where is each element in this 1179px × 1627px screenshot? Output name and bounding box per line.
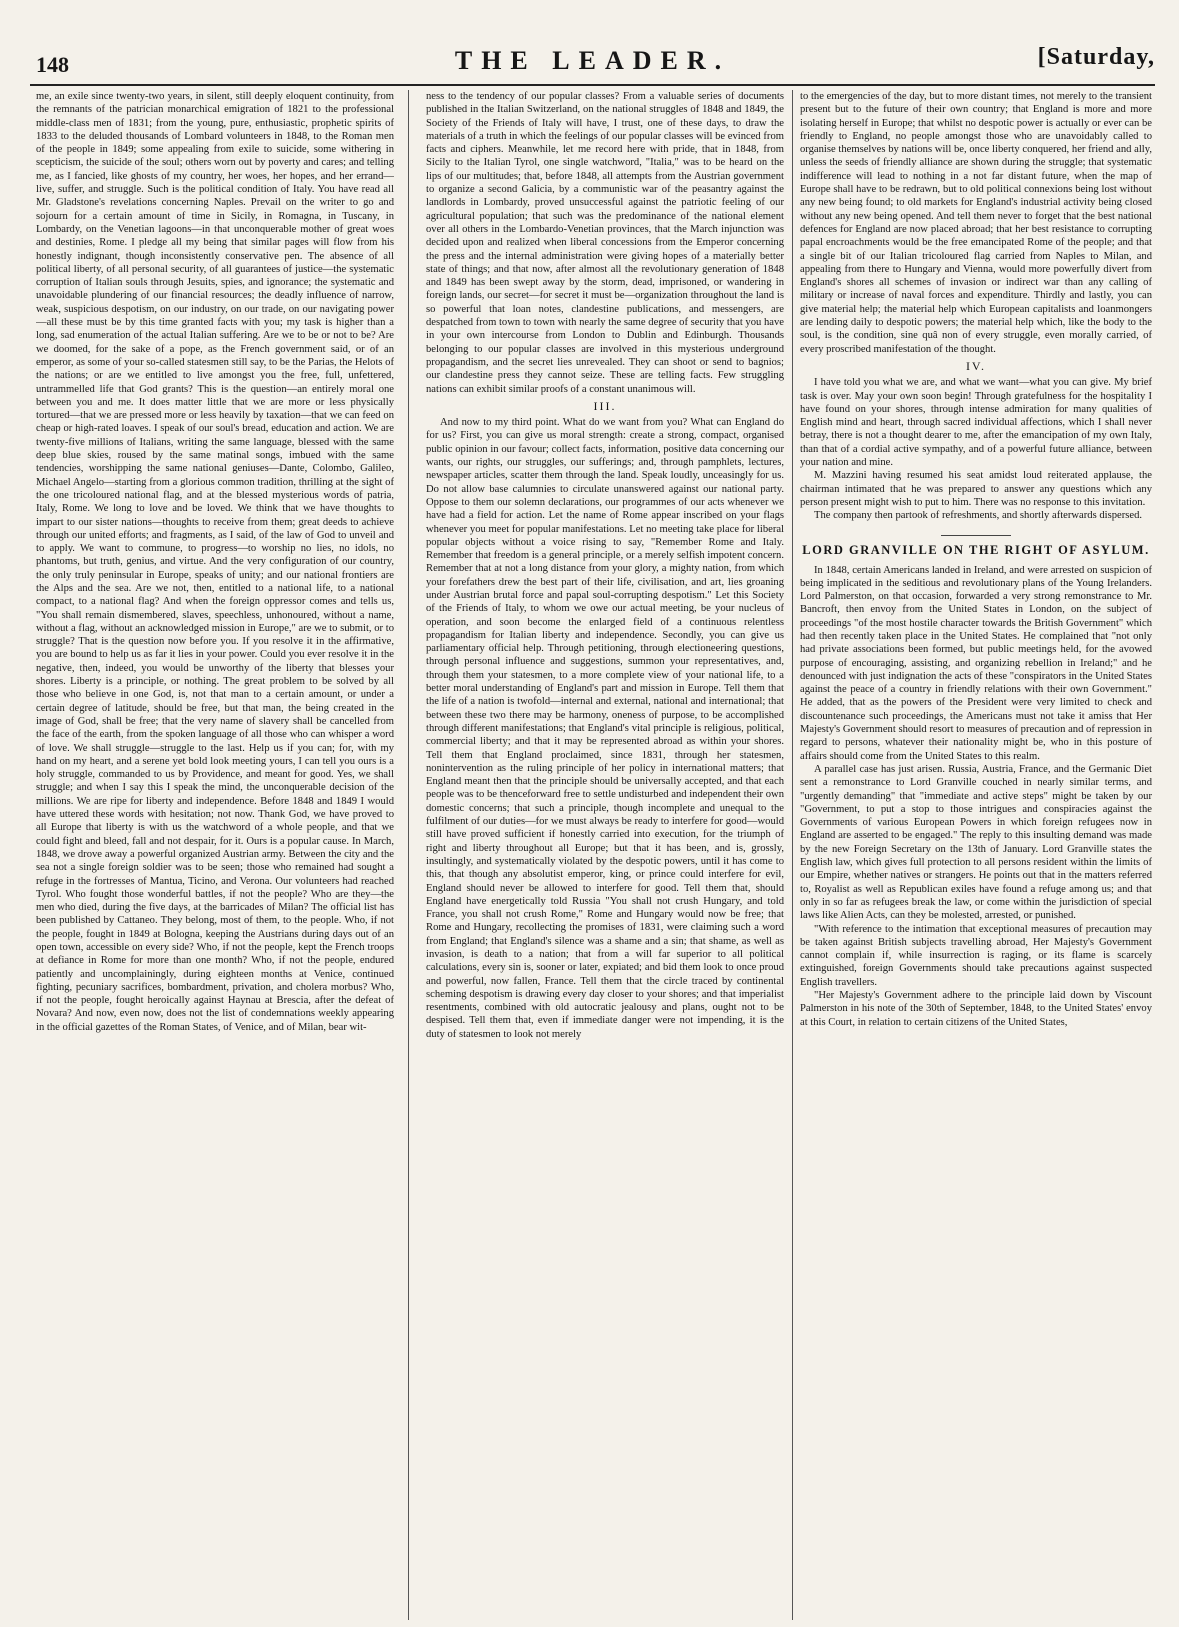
body-paragraph: ness to the tendency of our popular classes? From a valuable series of documents published in the Italian Switzerland, on the national struggles of 1848 and 1849, the Society of the Friends of Italy will have, I trust, one of these days, to draw the materials of a truth in which the feelings of our popular classes will be evinced from facts and ciphers. Meanwhile, let me record here with pride, that in 1848, from Sicily to the Italian Tyrol, one single watchword, "Italia," was to be heard on the lips of our multitudes; that, before 1848, all attempts from the Austrian government to organize a second Galicia, by a communistic war of the peasantry against the landlords in Lombardy, proved unsuccessful against the patriotic feeling of our agricultural population; that such was the predominance of the national element over all others in the Lombardo-Venetian provinces, that the March injunction was decided upon and realized when liberal concessions from the Emperor concerning the press and the internal administration were giving hopes of a materially better state of things; and that now, after almost all the revolutionary generation of 1848 and 1849 has been swept away by the storm, dead, imprisoned, or wandering in foreign lands, our secret—for secret it must be—organization throughout the land is so powerful that loan notes, clandestine publications, and messengers, are despatched from town to town with nearly the same degree of security that you have in your own intercourse from London to Dublin and Edinburgh. Thousands belonging to our popular classes are involved in this mysterious underground propagandism, and the secret lies unrevealed. They can shoot or send to bagnios; our clandestine press they cannot seize. These are telling facts. Few struggling nations can exhibit similar proofs of a constant unanimous will. — [426, 91, 784, 395]
body-paragraph: me, an exile since twenty-two years, in silent, still deeply eloquent continuity, from the remnants of the patrician monarchical emigration of 1821 to the professional middle-class men of 1831; from the young, pure, enthusiastic, prophetic spirits of 1833 to the deluded thousands of Lombard volunteers in 1848, to the Roman men of the people in 1849; some appealing from exile to suicide, some withering in scepticism, the suicide of the soul; others worn out by poverty and cares; and telling me, as I fancied, like ghosts of my country, her woes, her hopes, and her errand—live, suffer, and struggle. Such is the political condition of Italy. You have read all Mr. Gladstone's revelations concerning Naples. Prevail on the writer to go and sojourn for a certain amount of time in Sicily, in Romagna, in Tuscany, in Lombardy, on the Venetian lagoons—in that unconquerable mother of great woes and destinies, Rome. I pledge all my being that similar pages will flow from his honestly indignant, though inconsistently conservative pen. The absence of all political liberty, of all personal security, of all guarantees of justice—the systematic corruption of Italian souls through Jesuits, spies, and ignorance; the systematic and unavoidable plundering of our financial resources; the deadly influence of narrow, weak, suspicious despotism, on our industry, on our trade, on our navigating power—all these must be by this time granted facts with you; my task is higher than a long, sad enumeration of the actual Italian suffering. Are we to be or not to be? Are we doomed, for the sake of a pope, as the French government said, or of an emperor, as some of your so-called statesmen still say, to be the Parias, the Helots of the nations; or are we entitled to live amongst you the free, full, unfettered, untrammelled life that God grants? This is the question—an entirely moral one between you and me. It does matter little that we are more or less physically tortured—that we are pressed more or less heavily by taxation—that we can feed on cheap or high-rated loaves. I speak of our soul's bread, education and action. We are twenty-five millions of Italians, writing the same language, blessed with the same deep blue skies, roused by the same matinal songs, imbued with the same tendencies, worshipping the same national geniuses—Dante, Colombo, Galileo, Michael Angelo—starting from a glorious common tradition, thrilling at the sight of the one tricoloured national flag, and at the blessed mysterious words of patria, Italy, Rome. We long to love and be loved. We think that we have thoughts to impart to our sister nations—thoughts to receive from them; great deeds to achieve through our united efforts; and fragments, as I said, of the law of God to unveil and to apply. We want to commune, to progress—to worship no lies, no idols, no phantoms, but truth, genius, and virtue. And the very configuration of our country, the only truly peninsular in Europe, speaks of unity; and our national frontiers are the Alps and the sea. Are we not, then, entitled to a national life, to a national compact, to a national flag? And when the foreign oppressor comes and tells us, "You shall remain dismembered, slaves, speechless, unhonoured, without a name, without a flag, without an acknowledged mission in Europe," are we to submit, or to struggle? That is the question now before you. If you resolve it in the affirmative, you are bound to help us as far it lies in your power. Could you ever resolve it in the negative, then, indeed, you would be unworthy of the liberty that blesses your shores. Liberty is a principle, or nothing. The great problem to be solved by all those who believe in one God, is, not that man to a certain amount, or under a certain degree of latitude, should be free, but that man, the being created in the image of God, shall be free; that the very name of slavery shall be cancelled from the face of the earth, from the spoken language of all those who can whisper a word of love. We shall struggle—struggle to the last. Help us if you can; for, with my hand on my heart, and a serene yet bold look meeting yours, I can tell you ours is a holy struggle, commanded to us by Providence, and meant for good. Yes, we shall struggle; and when I say this I speak the mind, the unconquerable decision of the millions. We are ripe for liberty and independence. Before 1848 and 1849 I would have uttered these words with hesitation; not now. Thank God, we have proved to all Europe that liberty is with us the watchword of a whole people, and that we could fight and bleed, fall and not despair, for it. Ours is a popular cause. In March, 1848, we drove away a powerful organized Austrian army. Between the city and the sea not a single foreign soldier was to be seen; those who remained had sought a refuge in the fortresses of Mantua, Ticino, and Verona. Our volunteers had reached Tyrol. Who fought those wonderful battles, if not the people? Who are they—the men who died, during the five days, at the barricades of Milan? The official list has been published by Cattaneo. They belong, most of them, to the people. Who, if not the people, fought in 1849 at Bologna, keeping the Austrians during days out of an open town, accessible on every side? Who, if not the people, kept the French troops at defiance in Rome for more than one month? Who, if not the people, endured patiently and uncomplainingly, during eighteen months at Venice, continued fighting, pecuniary sacrifices, bombardment, privation, and cholera morbus? Who, if not the people, fought heroically against Haynau at Brescia, after the defeat of Novara? And now, even now, does not the list of condemnations weekly appearing in the official gazettes of the Roman States, of Venice, and of Milan, bear wit- — [36, 91, 394, 1033]
body-paragraph: "Her Majesty's Government adhere to the principle laid down by Viscount Palmerston in his note of the 30th of September, 1848, to the United States' envoy at this Court, in relation to certain citizens of the United States, — [800, 990, 1152, 1028]
newspaper-title: THE LEADER. — [454, 46, 731, 75]
column-2 — [426, 90, 784, 1620]
body-paragraph: "With reference to the intimation that exceptional measures of precaution may be taken against British subjects travelling abroad, Her Majesty's Government cannot complain if, while insurrection is raging, or its flame is scarcely extinguished, foreign Governments should take precautions against suspected English travellers. — [800, 923, 1152, 988]
article-heading-text: LORD GRANVILLE ON THE RIGHT OF ASYLUM. — [802, 542, 1150, 557]
masthead — [30, 38, 1155, 78]
page-number: 148 — [36, 52, 69, 77]
section-numeral: IV. — [965, 358, 987, 373]
section-numeral: III. — [593, 398, 617, 413]
body-paragraph: And now to my third point. What do we want from you? What can England do for us? First, you can give us moral strength: create a strong, compact, organised public opinion in our favour; collect facts, information, positive data concerning our wants, our rights, our struggles, our sufferings; and, through pamphlets, lectures, newspaper articles, scatter them through the land. Speak loudly, unceasingly for us. Do not allow base calumnies to circulate unanswered against our national party. Oppose to them our solemn declarations, our programmes of our acts whenever we have had a field for action. Let the name of Rome appear inscribed on your flags whenever you meet for popular manifestations. Let no meeting take place for liberal popular objects without a voice rising to say, "Remember Rome and Italy. Remember that freedom is a general principle, or a merely selfish impotent concern. Remember that at not a long distance from your glory, a mighty nation, from which your forefathers drew the best part of their life, civilisation, and art, lies groaning under Austrian brutal force and papal soul-corrupting despotism." Let this Society of the Friends of Italy, to whom we owe our actual meeting, be your nucleus of operation, and soon become the enlarged field of a continuous relentless propagandism for Italian liberty and independence. Secondly, you can give us parliamentary official help. Through petitioning, through electioneering questions, through personal influence and suggestions, summon your representatives, and, through them your statesmen, to a more complete view of your national life, to a better moral understanding of England's part and mission in Europe. Tell them that the life of a nation is twofold—internal and external, national and international; that between these two there may be harmony, oneness of purpose, to be accomplished through different manifestations; that England's vital principle is religious, political, commercial liberty; and that it may be represented abroad as within your shores. Tell them that England proclaimed, since 1831, through her statesmen, nonintervention as the ruling principle of her policy in international matters; that England meant then that the principle should be universally accepted, and that each people was to be thenceforward free to settle undisturbed and independent their own domestic concerns; that such a principle, though incomplete and unequal to the fulfilment of our duties—for we must always be ready to interfere for good—would still have proved sufficient if honestly carried into execution, for the triumph of right and liberty throughout all Europe; but that it has been, and is, grossly, insultingly, and systematically violated by the despotic powers, until it has come to this, that though any absolutist emperor, king, or prince could interfere for evil, England should never be allowed to interfere for good. Tell them that, should England have energetically told Russia "You shall not crush Hungary, and told France, you shall not crush Rome," Rome and Hungary would now be free; that Rome and Hungary, recollecting the promises of 1831, were claiming such a word from England; that England's silence was a shame and a sin; that shame, as well as invasion, is death to a nation; that from a will far superior to all political calculations, every sin is, sooner or later, expiated; and bid them look to once proud and powerful, now fallen, France. Tell them that the circle traced by continental scheming despotism is drawing every day closer to your shores; and that imperialist resentments, combined with old autocratic jealousy and plans, ought not to be despised. Tell them that, even if immediate danger were not impending, it is the duty of statesmen to look not merely — [426, 417, 784, 1040]
article-heading — [800, 535, 1152, 558]
heading-rule — [941, 535, 1011, 536]
body-paragraph: I have told you what we are, and what we want—what you can give. My brief task is over. May your own soon begin! Through gratefulness for the hospitality I have found on your shores, through intense admiration for many qualities of English mind and heart, through sacred individual affections, which I shall never betray, there is not a thought dearer to me, after the emancipation of my own Italy, than that of a cordial active sympathy, and of a powerful future alliance, between your nation and mine. — [800, 377, 1152, 469]
dateline: [Saturday, — [1037, 44, 1155, 70]
body-paragraph: The company then partook of refreshments, and shortly afterwards dispersed. — [814, 510, 1143, 522]
column-divider — [792, 90, 793, 1620]
body-paragraph: A parallel case has just arisen. Russia, Austria, France, and the Germanic Diet sent a remonstrance to Lord Granville couched in nearly similar terms, and "urgently demanding" that "immediate and active steps" might be taken by our "Government, to put a stop to those intrigues and conspiracies against the Governments of various European Powers in which foreign refugees now in England are asserted to be engaged." The reply to this insulting demand was made by the new Foreign Secretary on the 13th of January. Lord Granville states the English law, which gives full protection to all persons resident within the limits of our Empire, whether natives or strangers. He points out that in the matters referred to, Royalist as well as Republican exiles have found a refuge among us; and that only in so far as refugees break the law, or come within the jurisdiction of special laws like Alien Acts, can they be molested, arrested, or punished. — [800, 763, 1152, 922]
body-paragraph: In 1848, certain Americans landed in Ireland, and were arrested on suspicion of being implicated in the seditious and revolutionary plans of the Young Irelanders. Lord Palmerston, on that occasion, forwarded a very strong remonstrance to Mr. Bancroft, then envoy from the United States in London, on the subject of proceedings "of the most hostile character towards the British Government" which had then recently taken place in the United States. He complained that "not only had private associations been formed, but public meetings held, for the avowed purpose of encouraging, assisting, and organizing rebellion in Ireland;" and he denounced with just indignation the acts of these "conspirators in the United States against the peace of a country in friendly relations with their own Government." He added, that as the powers of the President were very limited to check and discountenance such proceedings, the Americans must not take it amiss that Her Majesty's Government should resort to measures of precaution and of repression in regard to persons, whatever their nationality might be, who in this posture of affairs should come from the United States to this realm. — [800, 564, 1152, 762]
column-divider — [408, 90, 409, 1620]
column-3 — [800, 90, 1152, 1620]
masthead-rule — [30, 84, 1155, 86]
column-1 — [36, 90, 394, 1620]
body-paragraph: to the emergencies of the day, but to more distant times, not merely to the transient present but to the future of their own country; that England is more and more isolating herself in Europe; that whilst no despotic power is actually or ever can be friendly to England, no people amongst those who are unavoidably called to organise themselves by nations will be, once liberty conquered, her friend and ally, unless the seeds of friendly alliance are shown during the struggle; that systematic indifference will lead to nothing in a not far distant future, when the map of Europe shall have to be redrawn, but to old political connexions being lost without any new being found; to old markets for England's industrial activity being closed without any new being opened. And tell them never to forget that the best national defences for England are now placed abroad; that her best resistance to corrupting papal encroachments would be the free emancipated Rome of the people; and that a single bit of our Italian tricoloured flag carried from Naples to Milan, and appealing from there to Hungary and Vienna, would more powerfully divert from England's shores all schemes of invasion or indirect war than any calling of military or increase of naval forces and expenditure. Thirdly and lastly, you can give material help; the material help which European capitalists and loanmongers are lending daily to despotic powers; the material help which, like the body to the soul, is the condition, sine quâ non of every struggle, even morally carried, of every proscribed manifestation of the thought. — [800, 91, 1152, 355]
body-paragraph: M. Mazzini having resumed his seat amidst loud reiterated applause, the chairman intimated that he was prepared to answer any questions which any person present might wish to put to him. There was no response to this invitation. — [800, 470, 1152, 508]
